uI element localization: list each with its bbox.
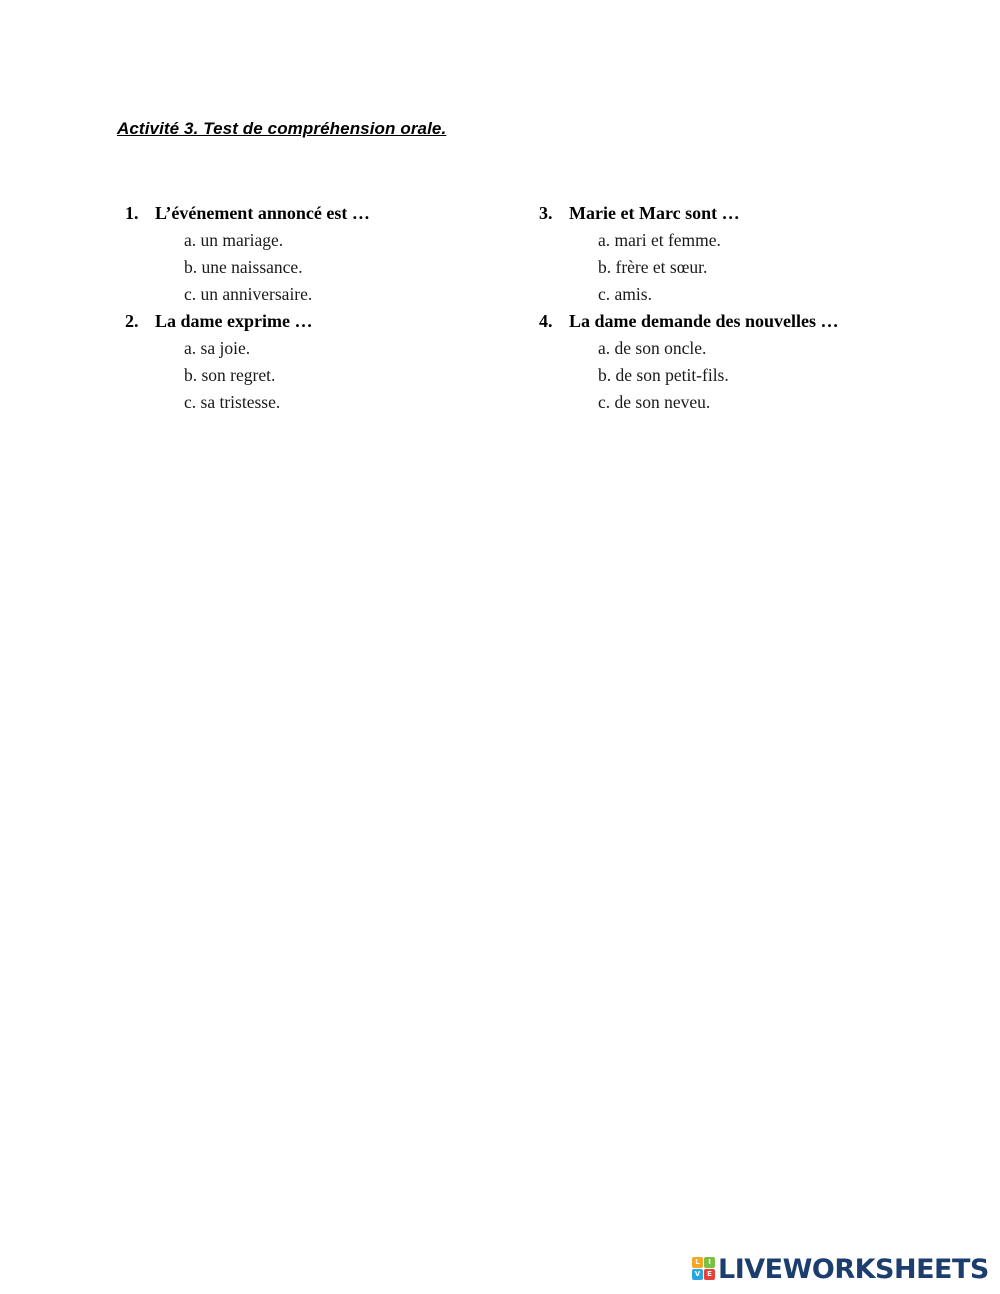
option-3c: c. amis.: [598, 284, 652, 304]
questions-column-left: [125, 200, 370, 416]
option-4a: a. de son oncle.: [598, 338, 707, 358]
activity-title: Activité 3. Test de compréhension orale.: [117, 119, 447, 138]
question-number: 2.: [125, 311, 139, 331]
question-text: L’événement annoncé est …: [155, 203, 370, 223]
question-number: 4.: [539, 311, 553, 331]
question-text: La dame exprime …: [155, 311, 313, 331]
question-number: 3.: [539, 203, 553, 223]
question-1: [125, 200, 370, 227]
option-1c: c. un anniversaire.: [184, 284, 313, 304]
logo-mark-tile: E: [704, 1269, 715, 1280]
option-1a: a. un mariage.: [184, 230, 284, 250]
question-4: [539, 308, 839, 335]
logo-mark-icon: [692, 1257, 716, 1281]
question-text: Marie et Marc sont …: [569, 203, 740, 223]
option-2b: b. son regret.: [184, 365, 276, 385]
option-3a: a. mari et femme.: [598, 230, 721, 250]
logo-mark-tile: L: [692, 1257, 703, 1268]
question-2: [125, 308, 370, 335]
option-2a: a. sa joie.: [184, 338, 251, 358]
option-4c: c. de son neveu.: [598, 392, 711, 412]
option-4b: b. de son petit-fils.: [598, 365, 729, 385]
option-3b: b. frère et sœur.: [598, 257, 708, 277]
logo-text: LIVEWORKSHEETS: [718, 1253, 989, 1285]
logo-mark-tile: I: [704, 1257, 715, 1268]
question-3: [539, 200, 839, 227]
option-1b: b. une naissance.: [184, 257, 303, 277]
liveworksheets-logo: [692, 1253, 989, 1285]
question-number: 1.: [125, 203, 139, 223]
logo-mark-tile: V: [692, 1269, 703, 1280]
option-2c: c. sa tristesse.: [184, 392, 281, 412]
question-text: La dame demande des nouvelles …: [569, 311, 839, 331]
questions-column-right: [539, 200, 839, 416]
